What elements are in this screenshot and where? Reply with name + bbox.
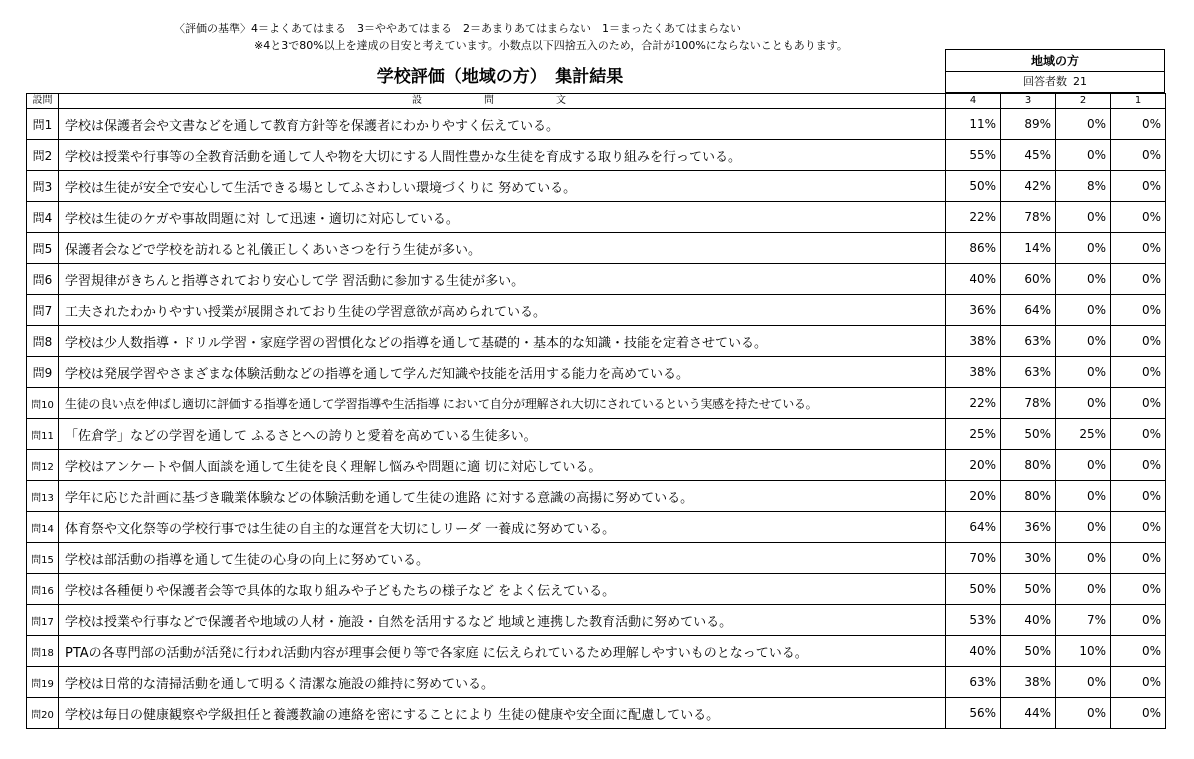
- header-score-3: 3: [1001, 94, 1056, 109]
- respondent-count-label: 回答者数: [1023, 75, 1067, 88]
- question-text: 学校は毎日の健康観察や学級担任と養護教諭の連絡を密にすることにより 生徒の健康や安全面に配慮している。: [59, 698, 946, 729]
- question-text: 学校は生徒が安全で安心して生活できる場としてふさわしい環境づくりに 努めている。: [59, 171, 946, 202]
- score-2-percent: 0%: [1056, 450, 1111, 481]
- score-2-percent: 0%: [1056, 543, 1111, 574]
- evaluation-note: ※4と3で80%以上を達成の目安と考えています。小数点以下四捨五入のため，合計が100%にならないこともあります。: [254, 39, 848, 52]
- question-text: 学習規律がきちんと指導されており安心して学 習活動に参加する生徒が多い。: [59, 264, 946, 295]
- score-4-percent: 53%: [946, 605, 1001, 636]
- score-3-percent: 38%: [1001, 667, 1056, 698]
- table-header-row: [27, 94, 1166, 109]
- header-score-2: 2: [1056, 94, 1111, 109]
- header-question-number: 設問: [27, 94, 59, 109]
- score-3-percent: 14%: [1001, 233, 1056, 264]
- score-2-percent: 25%: [1056, 419, 1111, 450]
- table-row: [27, 543, 1166, 574]
- question-number: 問17: [27, 605, 59, 636]
- table-row: [27, 171, 1166, 202]
- score-3-percent: 63%: [1001, 326, 1056, 357]
- question-number: 問6: [27, 264, 59, 295]
- score-3-percent: 60%: [1001, 264, 1056, 295]
- table-row: [27, 109, 1166, 140]
- score-1-percent: 0%: [1111, 574, 1166, 605]
- score-3-percent: 36%: [1001, 512, 1056, 543]
- score-2-percent: 0%: [1056, 574, 1111, 605]
- table-row: [27, 605, 1166, 636]
- question-number: 問19: [27, 667, 59, 698]
- score-1-percent: 0%: [1111, 636, 1166, 667]
- score-4-percent: 38%: [946, 357, 1001, 388]
- score-1-percent: 0%: [1111, 171, 1166, 202]
- score-1-percent: 0%: [1111, 202, 1166, 233]
- score-3-percent: 45%: [1001, 140, 1056, 171]
- score-2-percent: 0%: [1056, 667, 1111, 698]
- results-table: [26, 93, 1166, 729]
- question-number: 問14: [27, 512, 59, 543]
- question-text: 学校は少人数指導・ドリル学習・家庭学習の習慣化などの指導を通して基礎的・基本的な知識・技能を定着させている。: [59, 326, 946, 357]
- score-4-percent: 22%: [946, 202, 1001, 233]
- score-2-percent: 0%: [1056, 698, 1111, 729]
- score-2-percent: 0%: [1056, 264, 1111, 295]
- question-number: 問18: [27, 636, 59, 667]
- score-4-percent: 40%: [946, 264, 1001, 295]
- score-1-percent: 0%: [1111, 667, 1166, 698]
- score-3-percent: 50%: [1001, 419, 1056, 450]
- header-question-text: 設 問 文: [59, 94, 946, 109]
- score-4-percent: 70%: [946, 543, 1001, 574]
- question-text: 学校は授業や行事などで保護者や地域の人材・施設・自然を活用するなど 地域と連携した教育活動に努めている。: [59, 605, 946, 636]
- score-3-percent: 78%: [1001, 202, 1056, 233]
- table-row: [27, 450, 1166, 481]
- table-row: [27, 419, 1166, 450]
- score-1-percent: 0%: [1111, 543, 1166, 574]
- question-number: 問8: [27, 326, 59, 357]
- score-2-percent: 0%: [1056, 140, 1111, 171]
- page-title: 学校評価（地域の方） 集計結果: [376, 67, 624, 87]
- header-score-4: 4: [946, 94, 1001, 109]
- question-number: 問11: [27, 419, 59, 450]
- score-4-percent: 50%: [946, 574, 1001, 605]
- score-4-percent: 20%: [946, 481, 1001, 512]
- score-2-percent: 0%: [1056, 388, 1111, 419]
- score-4-percent: 40%: [946, 636, 1001, 667]
- score-4-percent: 36%: [946, 295, 1001, 326]
- question-number: 問13: [27, 481, 59, 512]
- score-4-percent: 50%: [946, 171, 1001, 202]
- score-4-percent: 63%: [946, 667, 1001, 698]
- score-3-percent: 78%: [1001, 388, 1056, 419]
- score-1-percent: 0%: [1111, 512, 1166, 543]
- score-2-percent: 0%: [1056, 109, 1111, 140]
- table-row: [27, 357, 1166, 388]
- question-number: 問20: [27, 698, 59, 729]
- score-3-percent: 40%: [1001, 605, 1056, 636]
- score-4-percent: 38%: [946, 326, 1001, 357]
- score-3-percent: 64%: [1001, 295, 1056, 326]
- question-text: 学校はアンケートや個人面談を通して生徒を良く理解し悩みや問題に適 切に対応している。: [59, 450, 946, 481]
- score-3-percent: 44%: [1001, 698, 1056, 729]
- question-text: 学校は発展学習やさまざまな体験活動などの指導を通して学んだ知識や技能を活用する能力を高めている。: [59, 357, 946, 388]
- table-row: [27, 698, 1166, 729]
- question-text: 学校は部活動の指導を通して生徒の心身の向上に努めている。: [59, 543, 946, 574]
- question-number: 問12: [27, 450, 59, 481]
- score-4-percent: 55%: [946, 140, 1001, 171]
- question-number: 問2: [27, 140, 59, 171]
- score-3-percent: 30%: [1001, 543, 1056, 574]
- question-text: 学年に応じた計画に基づき職業体験などの体験活動を通して生徒の進路 に対する意識の高揚に努めている。: [59, 481, 946, 512]
- question-text: 保護者会などで学校を訪れると礼儀正しくあいさつを行う生徒が多い。: [59, 233, 946, 264]
- question-number: 問9: [27, 357, 59, 388]
- score-1-percent: 0%: [1111, 264, 1166, 295]
- question-number: 問1: [27, 109, 59, 140]
- score-4-percent: 20%: [946, 450, 1001, 481]
- question-number: 問7: [27, 295, 59, 326]
- respondent-group-label: 地域の方: [946, 50, 1164, 72]
- table-row: [27, 140, 1166, 171]
- score-3-percent: 63%: [1001, 357, 1056, 388]
- question-text: 学校は日常的な清掃活動を通して明るく清潔な施設の維持に努めている。: [59, 667, 946, 698]
- score-2-percent: 7%: [1056, 605, 1111, 636]
- table-row: [27, 667, 1166, 698]
- question-text: 学校は授業や行事等の全教育活動を通して人や物を大切にする人間性豊かな生徒を育成する取り組みを行っている。: [59, 140, 946, 171]
- score-4-percent: 86%: [946, 233, 1001, 264]
- score-2-percent: 0%: [1056, 295, 1111, 326]
- score-4-percent: 11%: [946, 109, 1001, 140]
- score-4-percent: 64%: [946, 512, 1001, 543]
- question-text: 「佐倉学」などの学習を通して ふるさとへの誇りと愛着を高めている生徒多い。: [59, 419, 946, 450]
- score-1-percent: 0%: [1111, 605, 1166, 636]
- score-1-percent: 0%: [1111, 419, 1166, 450]
- table-row: [27, 233, 1166, 264]
- question-text: 体育祭や文化祭等の学校行事では生徒の自主的な運営を大切にしリーダ 一養成に努めている。: [59, 512, 946, 543]
- question-text: 生徒の良い点を伸ばし適切に評価する指導を通して学習指導や生活指導 において自分が理解され大切にされているという実感を持たせている。: [59, 388, 946, 419]
- question-text: PTAの各専門部の活動が活発に行われ活動内容が理事会便り等で各家庭 に伝えられているため理解しやすいものとなっている。: [59, 636, 946, 667]
- score-1-percent: 0%: [1111, 388, 1166, 419]
- score-1-percent: 0%: [1111, 481, 1166, 512]
- table-row: [27, 326, 1166, 357]
- header-score-1: 1: [1111, 94, 1166, 109]
- score-4-percent: 56%: [946, 698, 1001, 729]
- table-row: [27, 388, 1166, 419]
- score-2-percent: 0%: [1056, 512, 1111, 543]
- question-text: 学校は各種便りや保護者会等で具体的な取り組みや子どもたちの様子など をよく伝えている。: [59, 574, 946, 605]
- respondent-count-value: 21: [1073, 75, 1087, 88]
- score-3-percent: 42%: [1001, 171, 1056, 202]
- question-text: 学校は生徒のケガや事故問題に対 して迅速・適切に対応している。: [59, 202, 946, 233]
- table-row: [27, 264, 1166, 295]
- table-row: [27, 512, 1166, 543]
- table-row: [27, 481, 1166, 512]
- score-1-percent: 0%: [1111, 140, 1166, 171]
- score-4-percent: 22%: [946, 388, 1001, 419]
- score-3-percent: 80%: [1001, 481, 1056, 512]
- table-row: [27, 202, 1166, 233]
- question-number: 問4: [27, 202, 59, 233]
- score-1-percent: 0%: [1111, 295, 1166, 326]
- score-2-percent: 0%: [1056, 202, 1111, 233]
- table-row: [27, 636, 1166, 667]
- score-4-percent: 25%: [946, 419, 1001, 450]
- score-3-percent: 80%: [1001, 450, 1056, 481]
- score-3-percent: 89%: [1001, 109, 1056, 140]
- question-text: 工夫されたわかりやすい授業が展開されており生徒の学習意欲が高められている。: [59, 295, 946, 326]
- score-1-percent: 0%: [1111, 326, 1166, 357]
- score-2-percent: 0%: [1056, 326, 1111, 357]
- score-1-percent: 0%: [1111, 698, 1166, 729]
- table-row: [27, 574, 1166, 605]
- score-2-percent: 0%: [1056, 357, 1111, 388]
- score-1-percent: 0%: [1111, 450, 1166, 481]
- score-3-percent: 50%: [1001, 636, 1056, 667]
- question-number: 問16: [27, 574, 59, 605]
- question-text: 学校は保護者会や文書などを通して教育方針等を保護者にわかりやすく伝えている。: [59, 109, 946, 140]
- score-1-percent: 0%: [1111, 109, 1166, 140]
- score-3-percent: 50%: [1001, 574, 1056, 605]
- question-number: 問5: [27, 233, 59, 264]
- score-1-percent: 0%: [1111, 233, 1166, 264]
- question-number: 問10: [27, 388, 59, 419]
- table-row: [27, 295, 1166, 326]
- question-number: 問15: [27, 543, 59, 574]
- score-2-percent: 8%: [1056, 171, 1111, 202]
- question-number: 問3: [27, 171, 59, 202]
- score-2-percent: 10%: [1056, 636, 1111, 667]
- respondent-box: [945, 49, 1165, 93]
- respondent-count-row: [946, 72, 1164, 92]
- score-1-percent: 0%: [1111, 357, 1166, 388]
- score-2-percent: 0%: [1056, 233, 1111, 264]
- evaluation-criteria-legend: 〈評価の基準〉4＝よくあてはまる 3＝ややあてはまる 2＝あまりあてはまらない 1＝まったくあてはまらない: [174, 22, 741, 35]
- score-2-percent: 0%: [1056, 481, 1111, 512]
